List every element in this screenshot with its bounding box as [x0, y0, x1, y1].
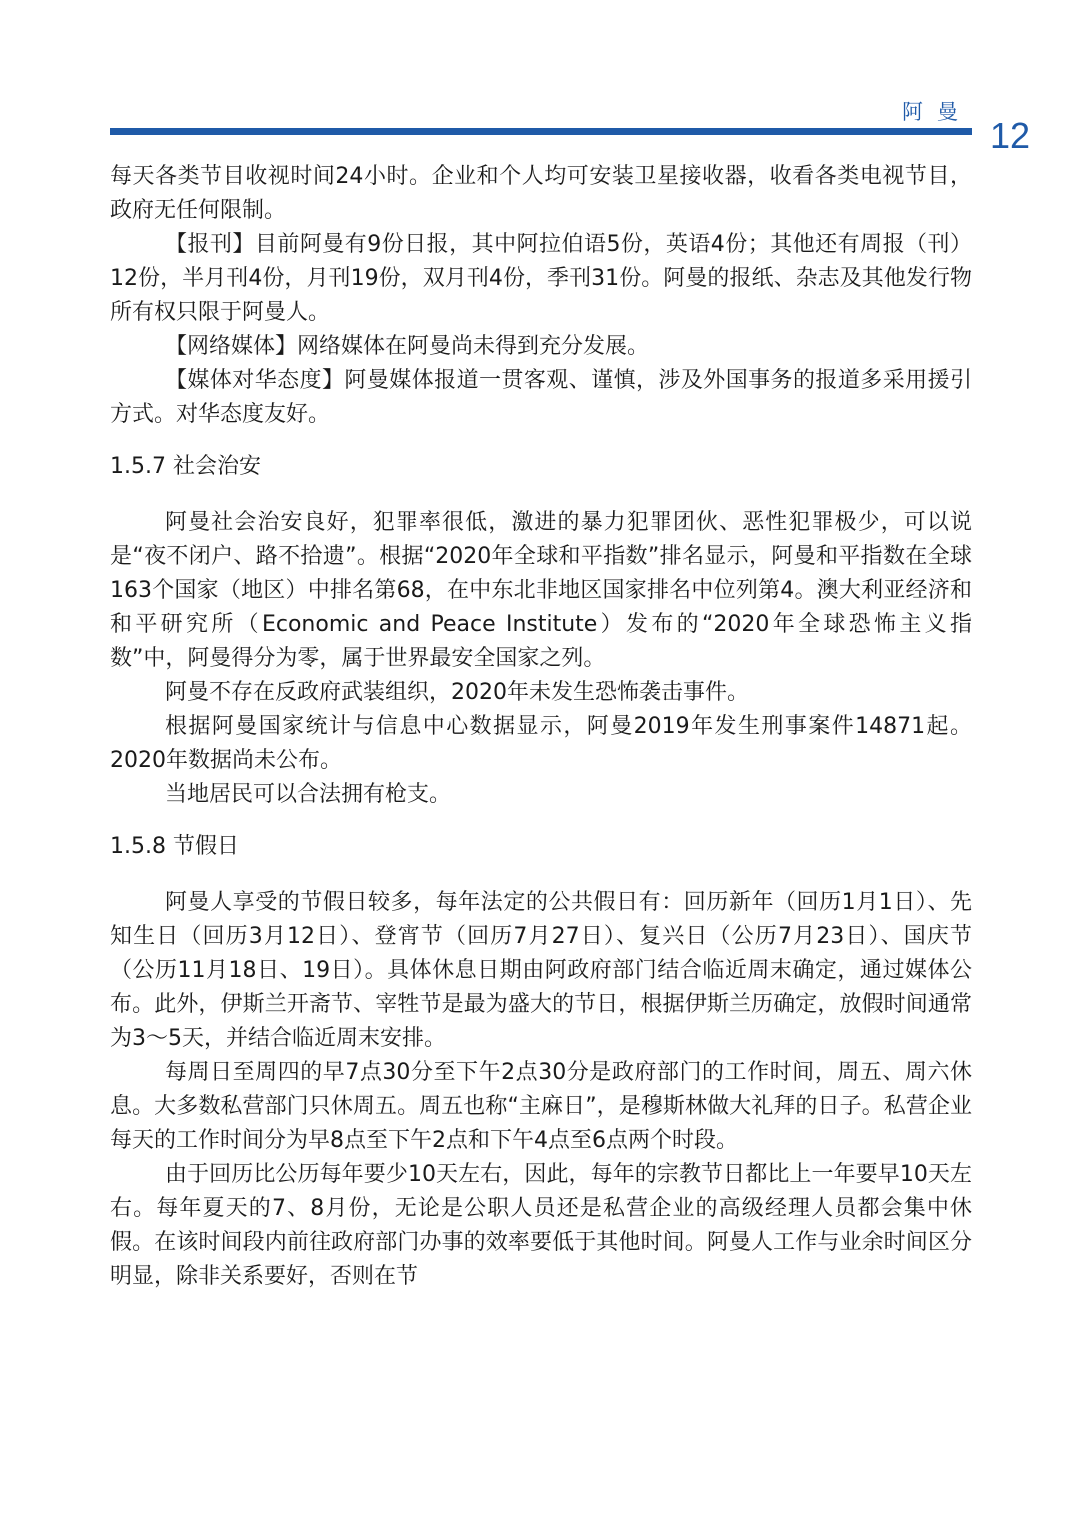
- paragraph: 根据阿曼国家统计与信息中心数据显示，阿曼2019年发生刑事案件14871起。2020年数据尚未公布。: [110, 714, 972, 773]
- page-number: 12: [990, 115, 1031, 156]
- header-rule: [110, 128, 972, 135]
- paragraph: 【媒体对华态度】阿曼媒体报道一贯客观、谨慎，涉及外国事务的报道多采用援引方式。对华态度友好。: [110, 368, 972, 427]
- paragraph: 每周日至周四的早7点30分至下午2点30分是政府部门的工作时间，周五、周六休息。大多数私营部门只休周五。周五也称“主麻日”，是穆斯林做大礼拜的日子。私营企业每天的工作时间分为早8点至下午2点和下午4点至6点两个时段。: [110, 1060, 972, 1153]
- paragraph: 阿曼不存在反政府武装组织，2020年未发生恐怖袭击事件。: [165, 680, 749, 705]
- paragraph: 每天各类节目收视时间24小时。企业和个人均可安装卫星接收器，收看各类电视节目，政府无任何限制。: [110, 164, 972, 223]
- paragraph: 阿曼社会治安良好，犯罪率很低，激进的暴力犯罪团伙、恶性犯罪极少，可以说是“夜不闭户、路不拾遗”。根据“2020年全球和平指数”排名显示，阿曼和平指数在全球163个国家（地区）中排名第68，在中东北非地区国家排名中位列第4。澳大利亚经济和和平研究所（Economic and Peace Institute）发布的“2020年全球恐怖主义指数”中，阿曼得分为零，属于世界最安全国家之列。: [110, 510, 972, 671]
- paragraph: 当地居民可以合法拥有枪支。: [165, 782, 452, 807]
- section-heading: 1.5.7 社会治安: [110, 454, 261, 479]
- page-body: [110, 160, 972, 1294]
- paragraph: 阿曼人享受的节假日较多，每年法定的公共假日有：回历新年（回历1月1日）、先知生日（回历3月12日）、登宵节（回历7月27日）、复兴日（公历7月23日）、国庆节（公历11月18日、19日）。具体休息日期由阿政府部门结合临近周末确定，通过媒体公布。此外，伊斯兰开斋节、宰牲节是最为盛大的节日，根据伊斯兰历确定，放假时间通常为3～5天，并结合临近周末安排。: [110, 890, 972, 1051]
- section-heading: 1.5.8 节假日: [110, 834, 239, 859]
- paragraph: 【报刊】目前阿曼有9份日报，其中阿拉伯语5份，英语4份；其他还有周报（刊）12份，半月刊4份，月刊19份，双月刊4份，季刊31份。阿曼的报纸、杂志及其他发行物所有权只限于阿曼人。: [110, 232, 972, 325]
- running-title: 阿曼: [902, 100, 972, 124]
- paragraph: 【网络媒体】网络媒体在阿曼尚未得到充分发展。: [165, 334, 650, 359]
- paragraph: 由于回历比公历每年要少10天左右，因此，每年的宗教节日都比上一年要早10天左右。每年夏天的7、8月份，无论是公职人员还是私营企业的高级经理人员都会集中休假。在该时间段内前往政府部门办事的效率要低于其他时间。阿曼人工作与业余时间区分明显，除非关系要好，否则在节: [110, 1162, 972, 1289]
